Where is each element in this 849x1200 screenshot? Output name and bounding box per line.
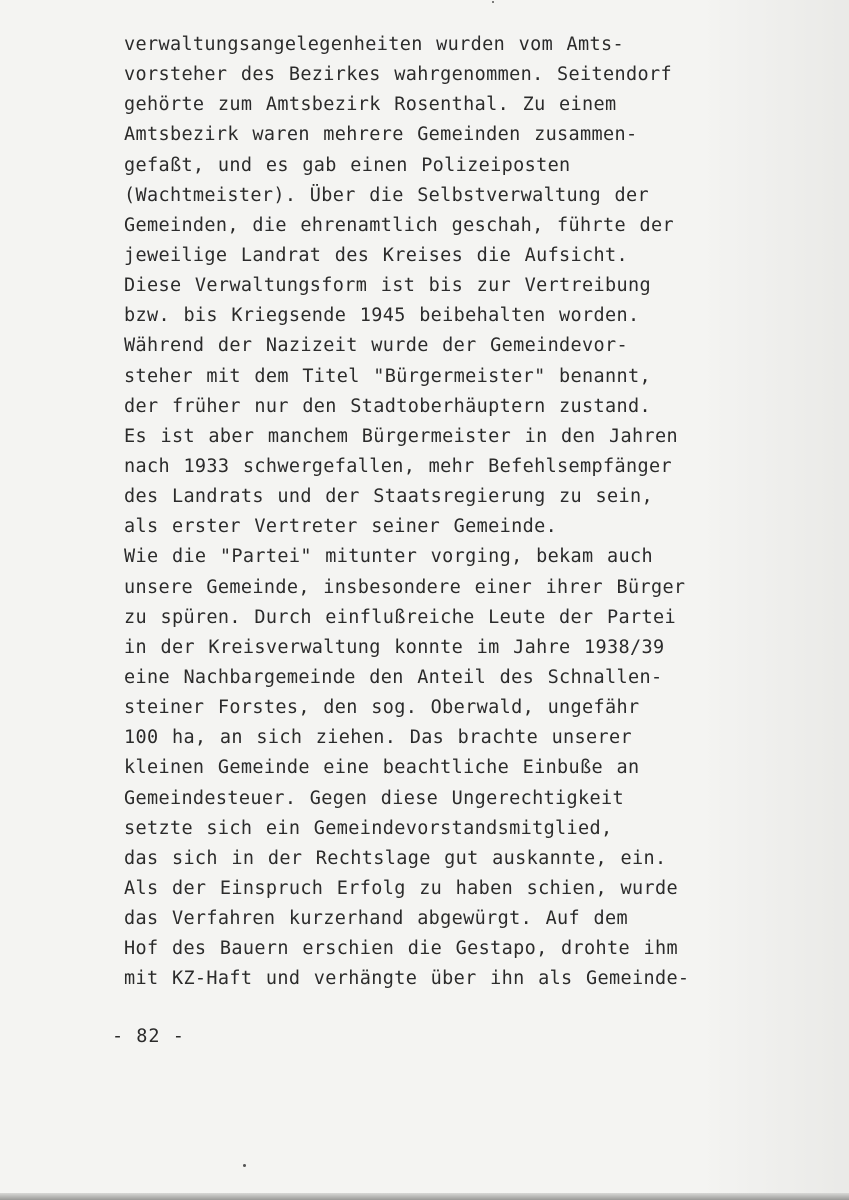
scan-speck bbox=[243, 1164, 246, 1167]
text-line: Gemeindesteuer. Gegen diese Ungerechtigkeit bbox=[124, 787, 624, 809]
text-line: Diese Verwaltungsform ist bis zur Vertreibung bbox=[124, 275, 651, 297]
text-line: als erster Vertreter seiner Gemeinde. bbox=[124, 516, 558, 538]
scan-speck bbox=[492, 1, 494, 3]
text-line: das Verfahren kurzerhand abgewürgt. Auf dem bbox=[124, 908, 628, 930]
text-line: Gemeinden, die ehrenamtlich geschah, führte der bbox=[124, 214, 674, 236]
text-line: mit KZ-Haft und verhängte über ihn als Gemeinde- bbox=[124, 968, 690, 990]
text-line: gefaßt, und es gab einen Polizeiposten bbox=[124, 154, 571, 176]
text-line: steher mit dem Titel "Bürgermeister" benannt, bbox=[124, 365, 651, 387]
text-line: Hof des Bauern erschien die Gestapo, drohte ihm bbox=[124, 938, 678, 960]
text-line: das sich in der Rechtslage gut auskannte, ein. bbox=[124, 847, 667, 869]
text-line: gehörte zum Amtsbezirk Rosenthal. Zu einem bbox=[124, 94, 617, 116]
text-line: steiner Forstes, den sog. Oberwald, ungefähr bbox=[124, 697, 640, 719]
text-line: kleinen Gemeinde eine beachtliche Einbuße an bbox=[124, 757, 640, 779]
text-line: nach 1933 schwergefallen, mehr Befehlsempfänger bbox=[124, 455, 672, 477]
text-line: des Landrats und der Staatsregierung zu sein, bbox=[124, 486, 653, 508]
text-line: verwaltungsangelegenheiten wurden vom Amts- bbox=[124, 34, 624, 55]
text-line: der früher nur den Stadtoberhäuptern zustand. bbox=[124, 395, 651, 417]
text-line: Während der Nazizeit wurde der Gemeindevor- bbox=[124, 335, 628, 357]
text-line: Wie die "Partei" mitunter vorging, bekam auch bbox=[124, 546, 653, 568]
text-line: bzw. bis Kriegsende 1945 beibehalten worden. bbox=[124, 305, 640, 327]
page-number: - 82 - bbox=[112, 1026, 185, 1047]
text-line: Es ist aber manchem Bürgermeister in den Jahren bbox=[124, 425, 678, 447]
body-text bbox=[124, 30, 734, 995]
text-line: Als der Einspruch Erfolg zu haben schien, wurde bbox=[124, 877, 678, 899]
text-line: unsere Gemeinde, insbesondere einer ihrer Bürger bbox=[124, 576, 686, 598]
text-line: (Wachtmeister). Über die Selbstverwaltung der bbox=[124, 184, 649, 206]
text-line: 100 ha, an sich ziehen. Das brachte unserer bbox=[124, 727, 632, 749]
text-line: in der Kreisverwaltung konnte im Jahre 1938/39 bbox=[124, 636, 665, 658]
page-bottom-edge bbox=[0, 1193, 849, 1200]
text-line: zu spüren. Durch einflußreiche Leute der Partei bbox=[124, 606, 676, 628]
text-line: eine Nachbargemeinde den Anteil des Schnallen- bbox=[124, 666, 663, 688]
text-line: vorsteher des Bezirkes wahrgenommen. Seitendorf bbox=[124, 64, 672, 86]
text-line: setzte sich ein Gemeindevorstandsmitglied, bbox=[124, 817, 613, 839]
text-line: jeweilige Landrat des Kreises die Aufsicht. bbox=[124, 244, 628, 266]
text-line: Amtsbezirk waren mehrere Gemeinden zusammen- bbox=[124, 124, 638, 146]
